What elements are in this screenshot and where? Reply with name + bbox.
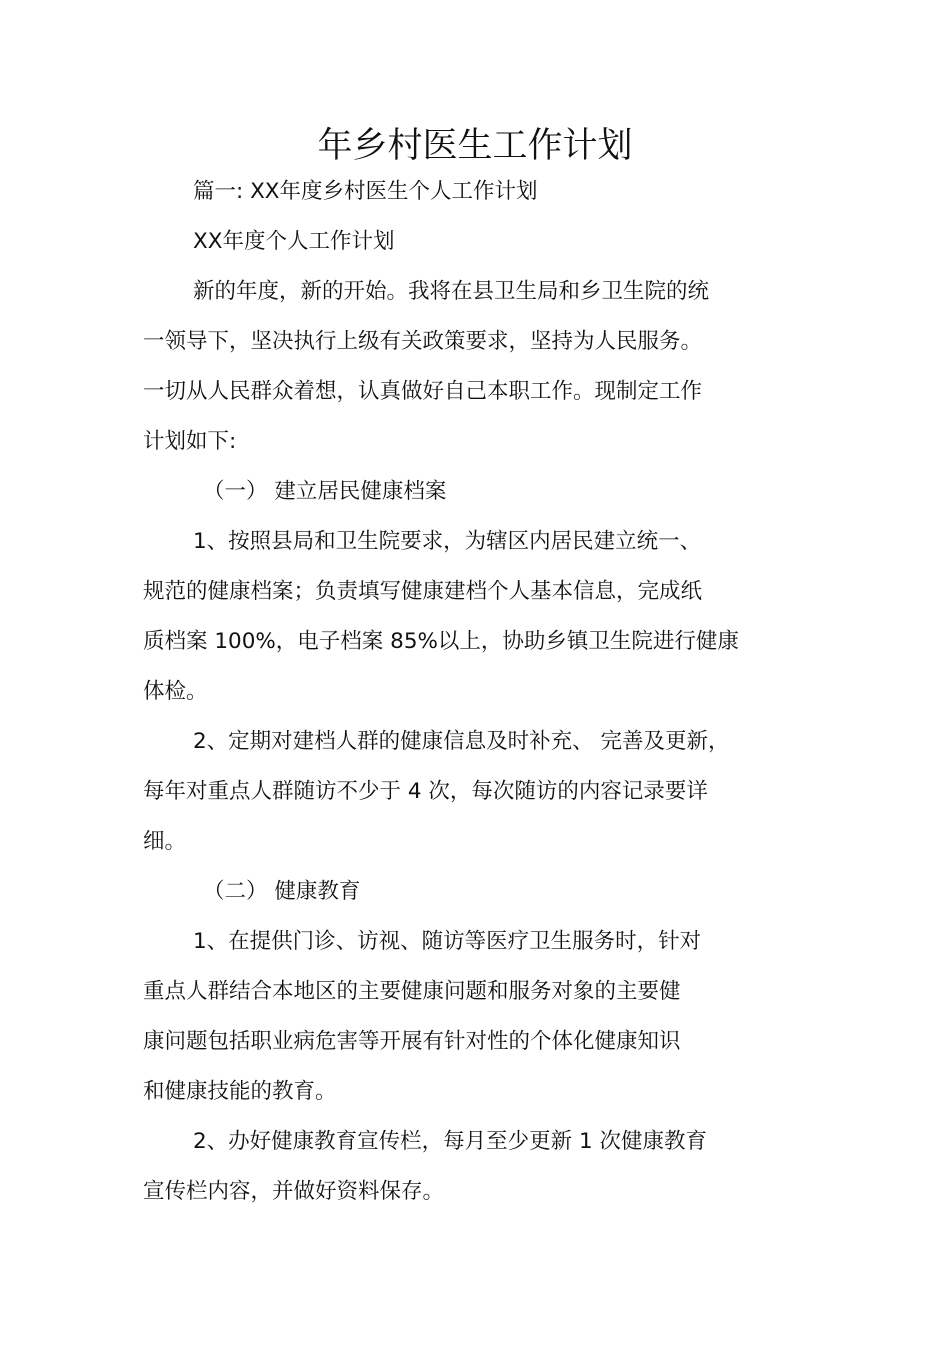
paragraph-line: 每年对重点人群随访不少于 4 次，每次随访的内容记录要详 — [143, 779, 708, 804]
paragraph-line: 细。 — [143, 829, 187, 854]
paragraph-line: 一领导下，坚决执行上级有关政策要求，坚持为人民服务。 — [143, 329, 703, 354]
document-title: 年乡村医生工作计划 — [317, 126, 633, 166]
paragraph-line: 康问题包括职业病危害等开展有针对性的个体化健康知识 — [143, 1029, 681, 1054]
paragraph-line: 规范的健康档案；负责填写健康建档个人基本信息，完成纸 — [143, 579, 703, 604]
section-heading: 篇一: XX年度乡村医生个人工作计划 — [193, 179, 538, 204]
paragraph-line: 一切从人民群众着想，认真做好自己本职工作。现制定工作 — [143, 379, 703, 404]
item-heading: （一） 建立居民健康档案 — [203, 479, 447, 504]
paragraph-line: 2、办好健康教育宣传栏，每月至少更新 1 次健康教育 — [193, 1129, 708, 1154]
paragraph-line: 质档案 100%，电子档案 85%以上，协助乡镇卫生院进行健康 — [143, 629, 739, 654]
paragraph-line: 1、在提供门诊、访视、随访等医疗卫生服务时，针对 — [193, 929, 702, 954]
paragraph-line: 和健康技能的教育。 — [143, 1079, 337, 1104]
item-heading: （二） 健康教育 — [203, 879, 361, 904]
paragraph-line: 新的年度，新的开始。我将在县卫生局和乡卫生院的统 — [193, 279, 710, 304]
paragraph-line: 1、按照县局和卫生院要求，为辖区内居民建立统一、 — [193, 529, 702, 554]
paragraph-line: 重点人群结合本地区的主要健康问题和服务对象的主要健 — [143, 979, 681, 1004]
subtitle: XX年度个人工作计划 — [193, 229, 395, 254]
paragraph-line: 2、定期对建档人群的健康信息及时补充、 完善及更新， — [193, 729, 730, 754]
paragraph-line: 宣传栏内容，并做好资料保存。 — [143, 1179, 445, 1204]
paragraph-line: 计划如下: — [143, 429, 237, 454]
paragraph-line: 体检。 — [143, 679, 208, 704]
